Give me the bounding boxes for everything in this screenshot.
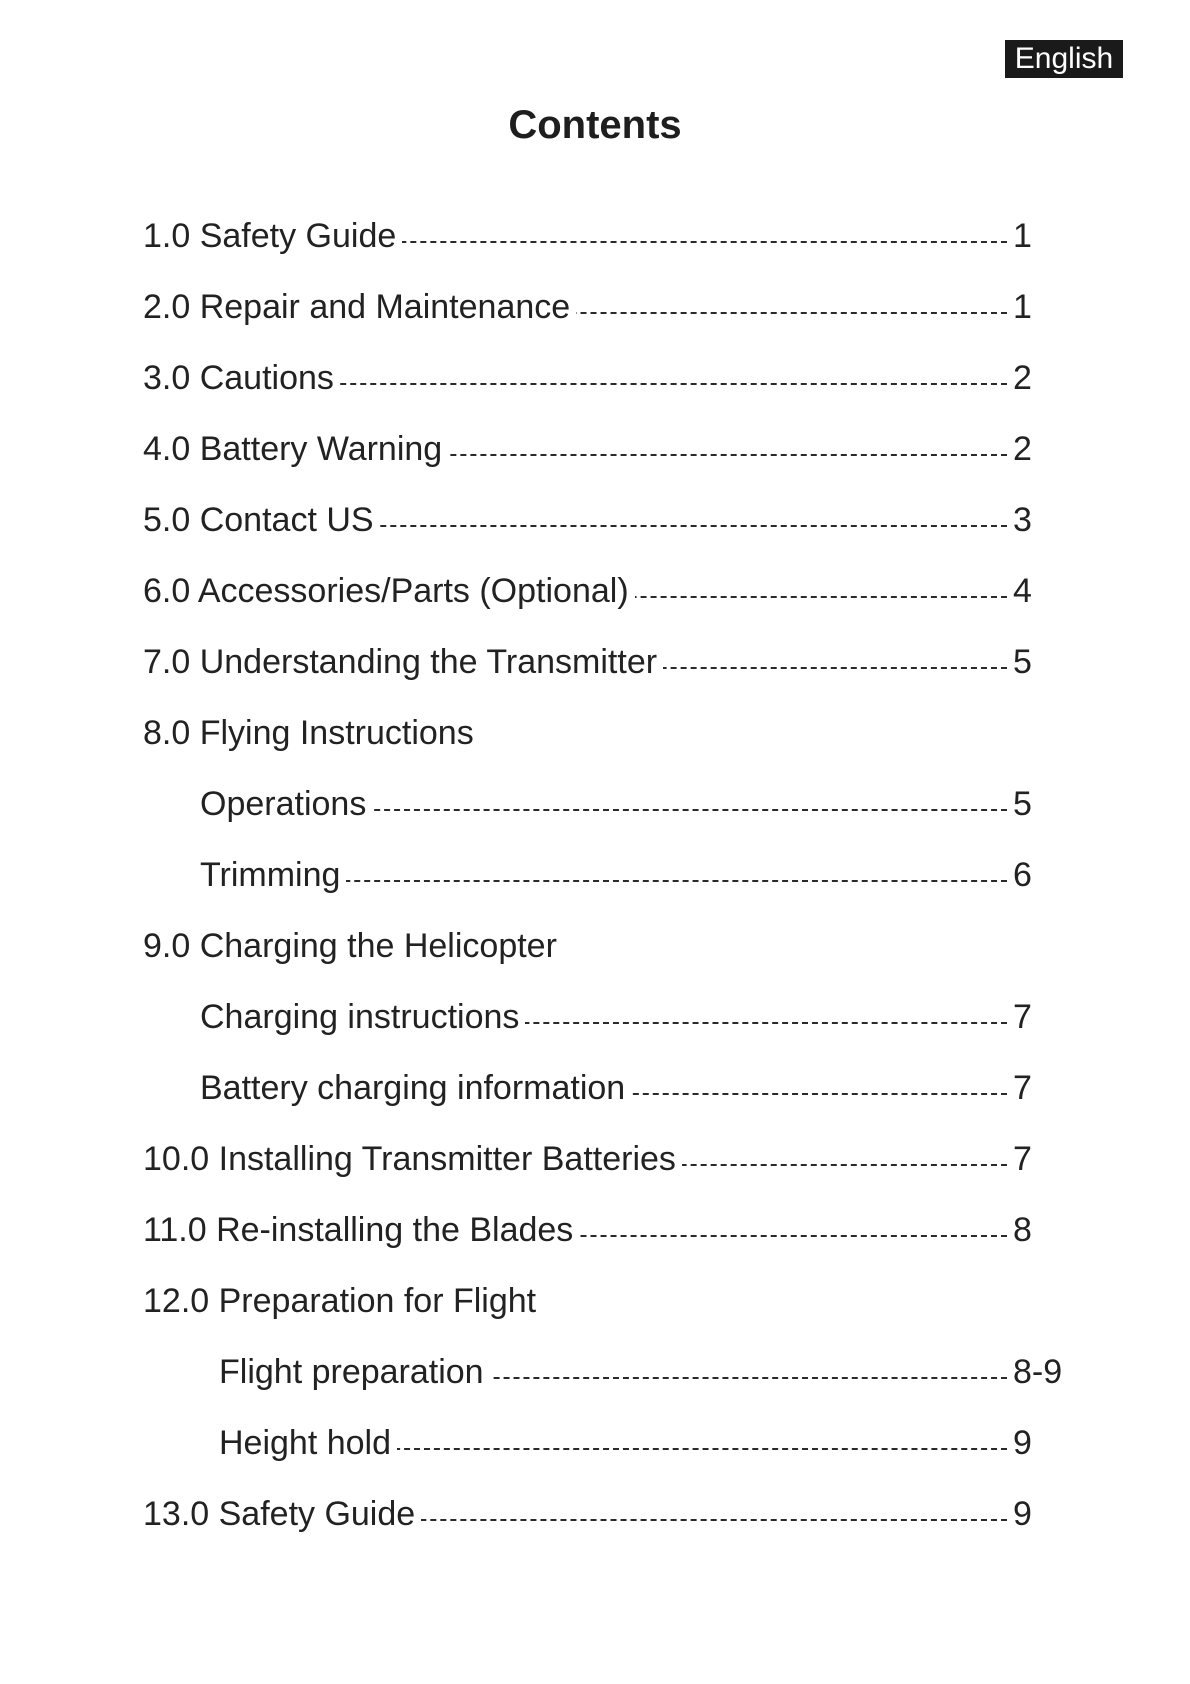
toc-entry[interactable] — [0, 1208, 1190, 1252]
toc-section-heading[interactable] — [0, 924, 1190, 968]
toc-entry-title: 13.0 Safety Guide — [143, 1492, 421, 1536]
toc-entry[interactable] — [0, 1137, 1190, 1181]
toc-entry[interactable] — [0, 498, 1190, 542]
toc-entry-title: 2.0 Repair and Maintenance — [143, 285, 576, 329]
toc-entry-title: 3.0 Cautions — [143, 356, 340, 400]
toc-entry-title: 6.0 Accessories/Parts (Optional) — [143, 569, 635, 613]
toc-entry-page: 9 — [1013, 1495, 1032, 1533]
language-badge: English — [1005, 40, 1123, 78]
toc-section-heading[interactable] — [0, 711, 1190, 755]
toc-entry-page: 7 — [1013, 998, 1032, 1036]
toc-subentry[interactable] — [0, 1350, 1190, 1394]
toc-entry-title: 7.0 Understanding the Transmitter — [143, 640, 663, 684]
toc-entry-page: 7 — [1013, 1140, 1032, 1178]
toc-entry-page: 4 — [1013, 572, 1032, 610]
toc-entry-title: Trimming — [200, 853, 346, 897]
toc-section-heading[interactable] — [0, 1279, 1190, 1323]
toc-entry[interactable] — [0, 640, 1190, 684]
toc-entry-page: 1 — [1013, 288, 1032, 326]
toc-entry-page: 8 — [1013, 1211, 1032, 1249]
toc-entry-title: 11.0 Re-installing the Blades — [143, 1208, 579, 1252]
toc-entry-page: 5 — [1013, 643, 1032, 681]
toc-entry-title: 10.0 Installing Transmitter Batteries — [143, 1137, 682, 1181]
toc-entry-title: 1.0 Safety Guide — [143, 214, 402, 258]
toc-entry-page: 9 — [1013, 1424, 1032, 1462]
toc-entry[interactable] — [0, 214, 1190, 258]
toc-entry-title: Height hold — [219, 1421, 397, 1465]
toc-entry[interactable] — [0, 569, 1190, 613]
toc-entry-page: 6 — [1013, 856, 1032, 894]
toc-entry-page: 7 — [1013, 1069, 1032, 1107]
toc-entry[interactable] — [0, 1492, 1190, 1536]
page-title: Contents — [508, 103, 682, 147]
toc-subentry[interactable] — [0, 782, 1190, 826]
toc-entry-page: 3 — [1013, 501, 1032, 539]
toc-subentry[interactable] — [0, 1066, 1190, 1110]
toc-entry-page: 5 — [1013, 785, 1032, 823]
toc-entry-title: Charging instructions — [200, 995, 525, 1039]
toc-entry-title: Operations — [200, 782, 372, 826]
toc-entry[interactable] — [0, 427, 1190, 471]
toc-entry-title: Battery charging information — [200, 1066, 631, 1110]
toc-entry-title: 8.0 Flying Instructions — [143, 711, 480, 755]
toc-entry-title: 5.0 Contact US — [143, 498, 380, 542]
toc-subentry[interactable] — [0, 1421, 1190, 1465]
toc-subentry[interactable] — [0, 995, 1190, 1039]
toc-entry-title: 9.0 Charging the Helicopter — [143, 924, 563, 968]
toc-entry-title: Flight preparation — [219, 1350, 490, 1394]
toc-entry-title: 12.0 Preparation for Flight — [143, 1279, 542, 1323]
toc-entry-page: 2 — [1013, 359, 1032, 397]
toc-entry-page: 2 — [1013, 430, 1032, 468]
toc-entry[interactable] — [0, 285, 1190, 329]
toc-entry-title: 4.0 Battery Warning — [143, 427, 448, 471]
toc-subentry[interactable] — [0, 853, 1190, 897]
toc-entry-page: 8-9 — [1013, 1353, 1063, 1391]
toc-entry[interactable] — [0, 356, 1190, 400]
toc-entry-page: 1 — [1013, 217, 1032, 255]
